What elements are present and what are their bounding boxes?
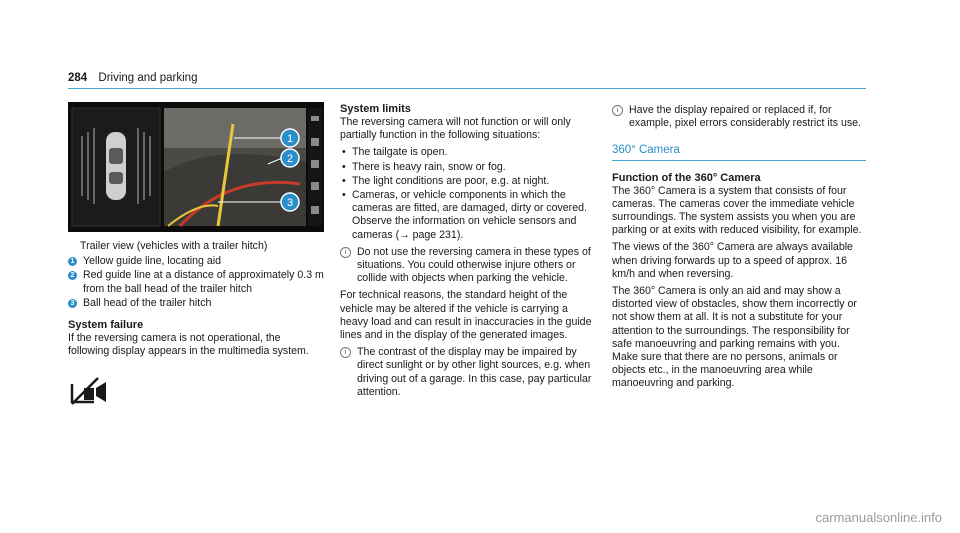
legend-text: Red guide line at a distance of approximately 0.3 m from the ball head of the trailer hitch	[83, 269, 324, 295]
list-item: • There is heavy rain, snow or fog.	[340, 161, 596, 174]
note-text: Do not use the reversing camera in these types of situations. You could otherwise injure others or collide with objects when parking the vehicle.	[357, 245, 591, 285]
system-limits-intro: The reversing camera will not function or will only partially function in the following situations:	[340, 116, 571, 142]
section-rule	[612, 160, 866, 161]
legend-item	[68, 269, 324, 295]
limits-list	[340, 146, 596, 241]
paragraph: The 360° Camera is only an aid and may show a distorted view of obstacles, show them incorrectly or not show them at all. It is not a substitute for your attention to the surroundings. The responsibility for safe manoeuvring and parking remains with you. Make sure that there are no persons, animals or objects etc., in the manoeuvring area while manoeuvring and parking.	[612, 285, 857, 390]
callout-3-icon	[281, 193, 299, 211]
page-header	[68, 72, 197, 84]
note-text: Have the display repaired or replaced if, for example, pixel errors considerably restrict its use.	[629, 104, 861, 130]
paragraph: The views of the 360° Camera are always available when driving forwards up to a speed of approx. 16 km/h and when reversing.	[612, 241, 853, 280]
callout-1-icon	[281, 129, 299, 147]
trailer-view-illustration	[68, 102, 324, 232]
system-failure-text: If the reversing camera is not operational, the following display appears in the multimedia system.	[68, 332, 309, 358]
svg-text:3: 3	[286, 197, 294, 209]
legend-text: Yellow guide line, locating aid	[83, 255, 222, 268]
column-2	[340, 102, 596, 403]
list-item: • The light conditions are poor, e.g. at night.	[340, 175, 596, 188]
list-item: • The tailgate is open.	[340, 146, 596, 159]
header-rule	[68, 88, 866, 89]
figure-caption: Trailer view (vehicles with a trailer hitch)	[80, 240, 268, 252]
page-header-title: Driving and parking	[98, 72, 198, 84]
note-text: The contrast of the display may be impaired by direct sunlight or by other light sources, e.g. when driving out of a garage. In this case, pay particular attention.	[357, 346, 592, 398]
camera-failure-icon	[68, 374, 324, 412]
watermark: carmanualsonline.info	[815, 510, 942, 525]
note	[340, 346, 596, 399]
legend-item	[68, 255, 324, 268]
info-icon: i	[612, 105, 623, 116]
page-number: 284	[68, 72, 88, 84]
system-limits-heading: System limits	[340, 103, 411, 115]
note	[612, 104, 866, 130]
list-item: • Cameras, or vehicle components in which the cameras are fitted, are damaged, dirty or covered. Observe the information on vehicle sensors and cameras (→ page 231).	[340, 189, 596, 242]
trailer-view-figure	[68, 102, 324, 232]
paragraph: For technical reasons, the standard height of the vehicle may be altered if the vehicle is carrying a heavy load and can result in inaccuracies in the guide lines and in the display of the generated images.	[340, 289, 592, 342]
car-topview-icon	[106, 132, 126, 200]
info-icon: i	[340, 347, 351, 358]
column-1	[68, 102, 324, 413]
system-failure-heading: System failure	[68, 319, 144, 332]
legend-item	[68, 297, 324, 310]
paragraph: The 360° Camera is a system that consists of four cameras. The cameras cover the immediate vehicle surroundings. The system assists you when you are parking or at exits with reduced visibility, for example.	[612, 184, 862, 237]
column-3	[612, 102, 866, 395]
legend-badge: 2	[68, 271, 77, 280]
callout-2-icon	[281, 149, 299, 167]
info-icon: i	[340, 247, 351, 258]
legend-badge: 1	[68, 257, 77, 266]
legend-badge: 3	[68, 299, 77, 308]
function-heading: Function of the 360° Camera	[612, 171, 761, 184]
section-title: 360° Camera	[612, 144, 680, 157]
legend-text: Ball head of the trailer hitch	[83, 296, 212, 309]
note	[340, 246, 596, 286]
svg-text:2: 2	[286, 153, 294, 165]
svg-text:1: 1	[286, 133, 294, 145]
